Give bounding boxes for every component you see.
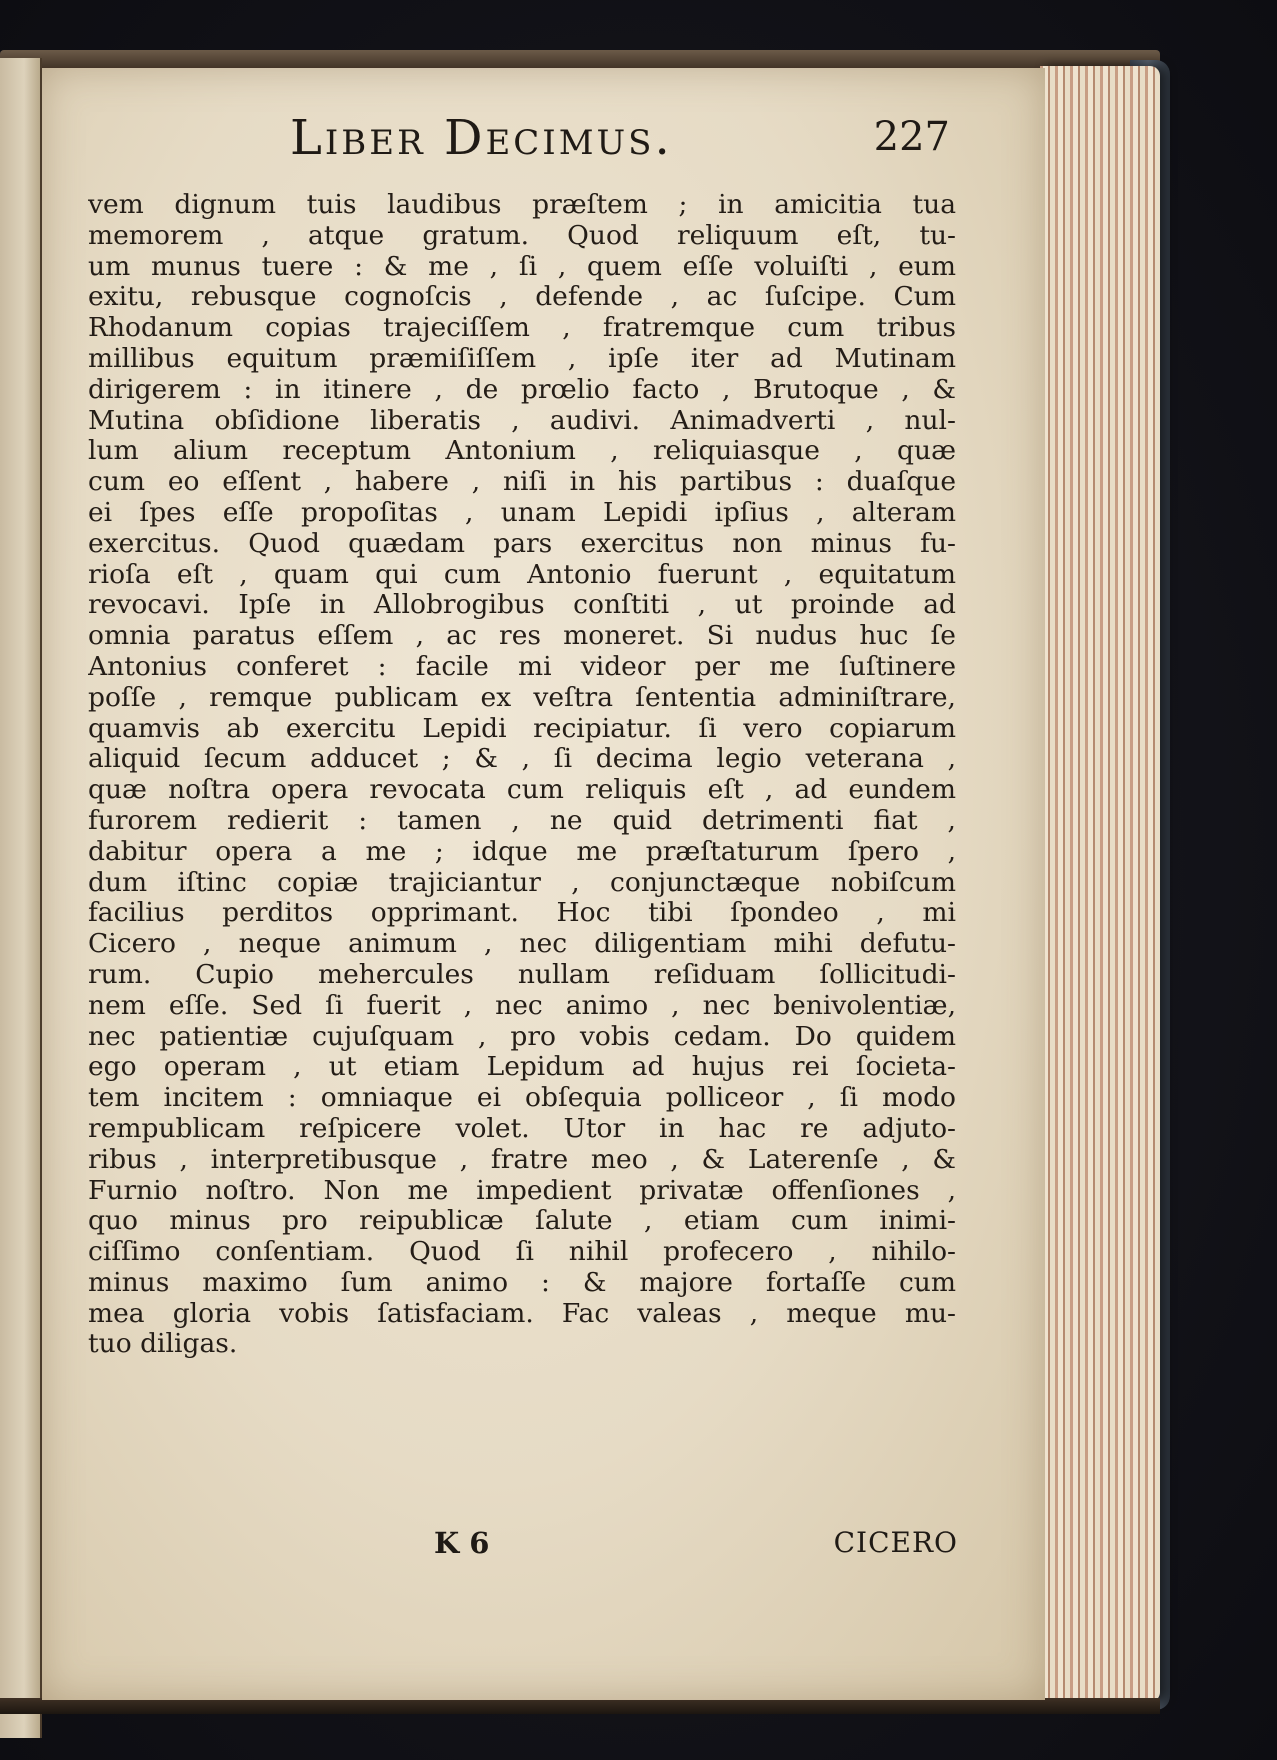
text-line: ego operam , ut etiam Lepidum ad hujus rei ſocieta-: [88, 1052, 956, 1083]
running-head: [290, 110, 950, 180]
text-line: mea gloria vobis ſatisfaciam. Fac valeas , meque mu-: [88, 1298, 956, 1329]
text-line: poſſe , remque publicam ex veſtra ſententia adminiſtrare,: [88, 682, 956, 713]
text-line: dirigerem : in itinere , de prœlio facto , Brutoque , &: [88, 374, 956, 405]
text-line: tem incitem : omniaque ei obſequia polliceor , ſi modo: [88, 1083, 956, 1114]
text-line: millibus equitum præmiſiſſem , ipſe iter ad Mutinam: [88, 343, 956, 374]
top-binding: [0, 50, 1160, 70]
text-line: rum. Cupio mehercules nullam reſiduam ſollicitudi-: [88, 959, 956, 990]
book-page: [42, 68, 1045, 1700]
text-line: Rhodanum copias trajeciſſem , fratremque cum tribus: [88, 313, 956, 344]
signature-mark: K 6: [434, 1526, 490, 1560]
text-line: memorem , atque gratum. Quod reliquum eſt, tu-: [88, 220, 956, 251]
text-line: Furnio noſtro. Non me impedient privatæ offenſiones ,: [88, 1175, 956, 1206]
text-line: furorem redierit : tamen , ne quid detrimenti fiat ,: [88, 805, 956, 836]
bottom-binding: [0, 1698, 1160, 1714]
text-line: quamvis ab exercitu Lepidi recipiatur. ſi vero copiarum: [88, 713, 956, 744]
text-line: ciſſimo conſentiam. Quod ſi nihil profecero , nihilo-: [88, 1237, 956, 1268]
text-line: dabitur opera a me ; idque me præſtaturum ſpero ,: [88, 836, 956, 867]
text-line: aliquid ſecum adducet ; & , ſi decima legio veterana ,: [88, 744, 956, 775]
text-line: quæ noſtra opera revocata cum reliquis eſt , ad eundem: [88, 775, 956, 806]
text-line: ribus , interpretibusque , fratre meo , & Laterenſe , &: [88, 1144, 956, 1175]
text-line: Mutina obſidione liberatis , audivi. Animadverti , nul-: [88, 405, 956, 436]
text-line: rempublicam reſpicere volet. Utor in hac re adjuto-: [88, 1113, 956, 1144]
text-line-last: tuo diligas.: [88, 1329, 238, 1360]
page-footer: [88, 1526, 958, 1566]
text-line: rioſa eſt , quam qui cum Antonio fuerunt , equitatum: [88, 559, 956, 590]
page-number: 227: [873, 114, 950, 160]
text-line: nec patientiæ cujuſquam , pro vobis cedam. Do quidem: [88, 1021, 956, 1052]
text-line: exitu, rebusque cognoſcis , defende , ac ſuſcipe. Cum: [88, 282, 956, 313]
running-title: Liber Decimus.: [290, 110, 673, 166]
text-line: Cicero , neque animum , nec diligentiam mihi defutu-: [88, 929, 956, 960]
text-line: omnia paratus eſſem , ac res moneret. Si nudus huc ſe: [88, 621, 956, 652]
text-line: exercitus. Quod quædam pars exercitus non minus fu-: [88, 528, 956, 559]
page-edges: [1040, 66, 1160, 1702]
text-line: Antonius conferet : facile mi videor per me ſuſtinere: [88, 651, 956, 682]
text-line: cum eo eſſent , habere , niſi in his partibus : duaſque: [88, 467, 956, 498]
text-line: nem eſſe. Sed ſi fuerit , nec animo , nec benivolentiæ,: [88, 990, 956, 1021]
text-line: quo minus pro reipublicæ ſalute , etiam cum inimi-: [88, 1206, 956, 1237]
text-line: revocavi. Ipſe in Allobrogibus conſtiti , ut proinde ad: [88, 590, 956, 621]
text-line: lum alium receptum Antonium , reliquiasque , quæ: [88, 436, 956, 467]
text-line: facilius perditos opprimant. Hoc tibi ſpondeo , mi: [88, 898, 956, 929]
text-line: um munus tuere : & me , ſi , quem eſſe voluiſti , eum: [88, 251, 956, 282]
text-line: vem dignum tuis laudibus præſtem ; in amicitia tua: [88, 190, 956, 220]
text-line: ei ſpes eſſe propoſitas , unam Lepidi ipſius , alteram: [88, 497, 956, 528]
catchword: CICERO: [833, 1526, 958, 1559]
facing-page-edge: [0, 58, 42, 1738]
text-line: dum iſtinc copiæ trajiciantur , conjunctæque nobiſcum: [88, 867, 956, 898]
text-block: [88, 190, 956, 1360]
text-line: minus maximo ſum animo : & majore fortaſſe cum: [88, 1267, 956, 1298]
